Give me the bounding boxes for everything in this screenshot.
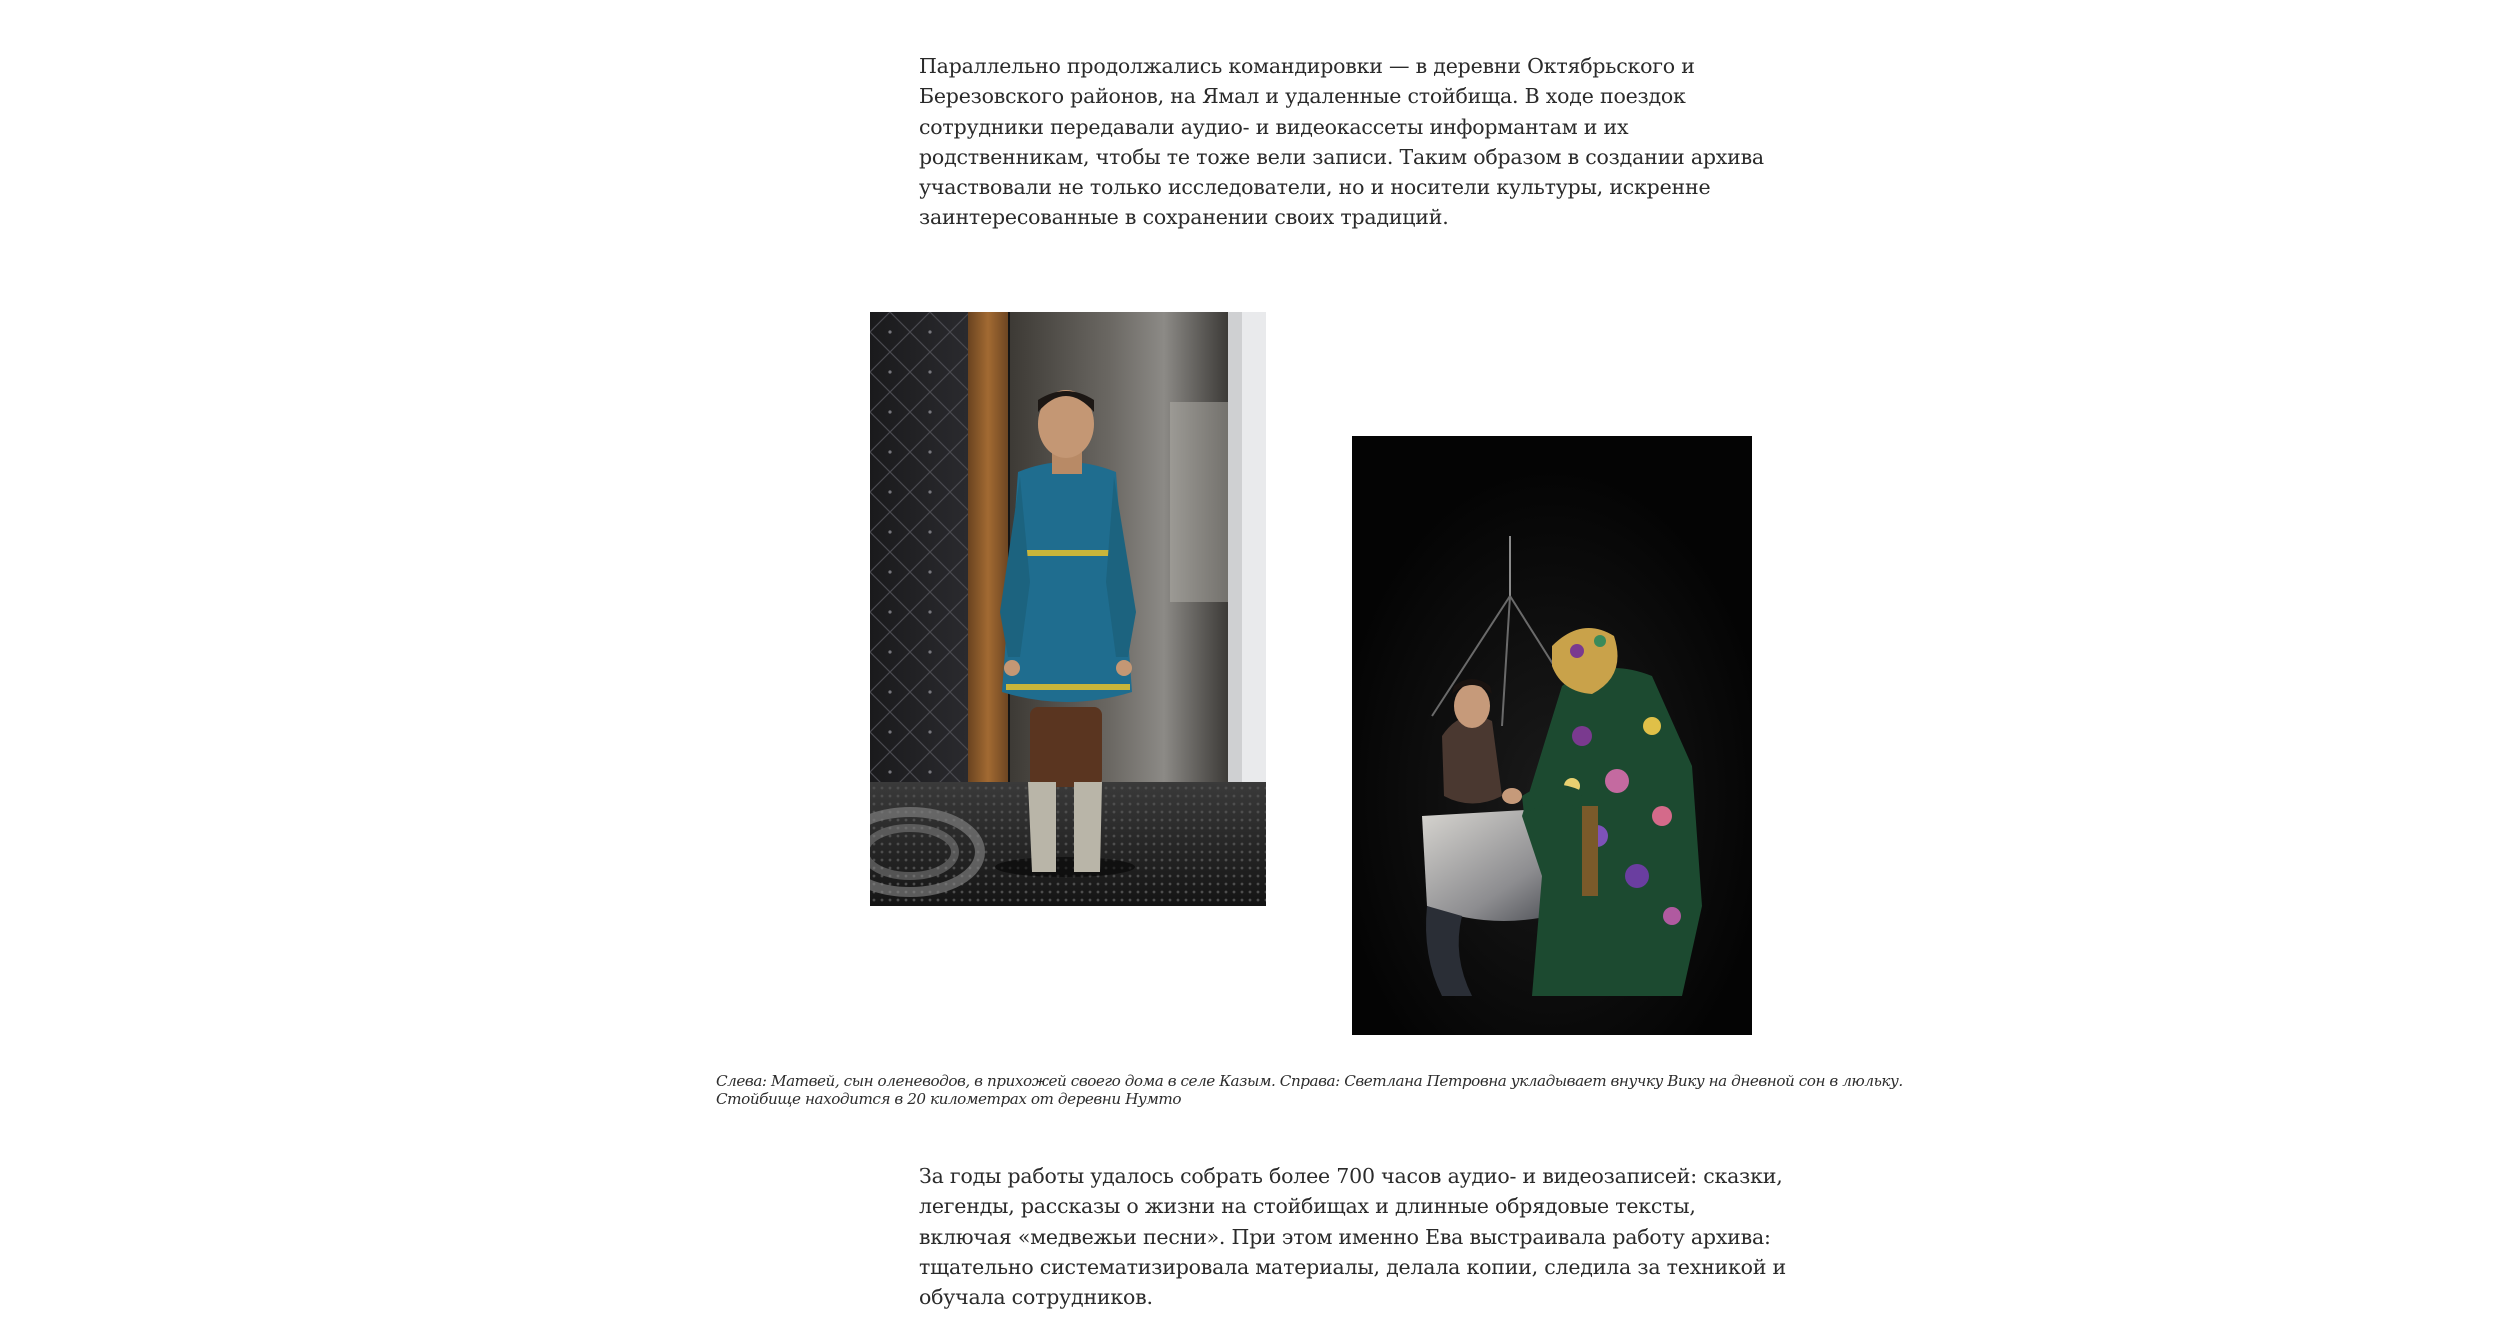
photo-boy-illustration [870,312,1266,906]
paragraph-line: легенды, рассказы о жизни на стойбищах и длинные обрядовые тексты, [919,1194,1696,1219]
paragraph-line: Березовского районов, на Ямал и удаленные стойбища. В ходе поездок [919,84,1686,109]
paragraph-line: включая «медвежьи песни». При этом именно Ева выстраивала работу архива: [919,1224,1771,1249]
photo-cradle-illustration [1352,436,1752,1035]
paragraph-bottom [919,1161,1787,1312]
photo-boy-in-hallway [870,312,1266,906]
paragraph-line: родственникам, чтобы те тоже вели записи. Таким образом в создании архива [919,144,1764,169]
caption-line: Стойбище находится в 20 километрах от деревни Нумто [716,1089,1182,1108]
paragraph-line: участвовали не только исследователи, но и носители культуры, искренне [919,175,1711,200]
paragraph-line: сотрудники передавали аудио- и видеокассеты информантам и их [919,114,1629,139]
photo-caption [716,1072,1903,1108]
paragraph-line: Параллельно продолжались командировки — в деревни Октябрьского и [919,54,1695,78]
caption-line: Слева: Матвей, сын оленеводов, в прихожей своего дома в селе Казым. Справа: Светлана Петровна укладывает внучку Вику на дневной сон в люльку. [716,1072,1903,1090]
paragraph-line: обучала сотрудников. [919,1285,1153,1310]
paragraph-line: тщательно систематизировала материалы, делала копии, следила за техникой и [919,1254,1787,1279]
photo-woman-with-cradle [1352,436,1752,1035]
paragraph-line: За годы работы удалось собрать более 700 часов аудио- и видеозаписей: сказки, [919,1164,1783,1188]
paragraph-top [919,51,1764,233]
paragraph-line: заинтересованные в сохранении своих традиций. [919,205,1449,230]
